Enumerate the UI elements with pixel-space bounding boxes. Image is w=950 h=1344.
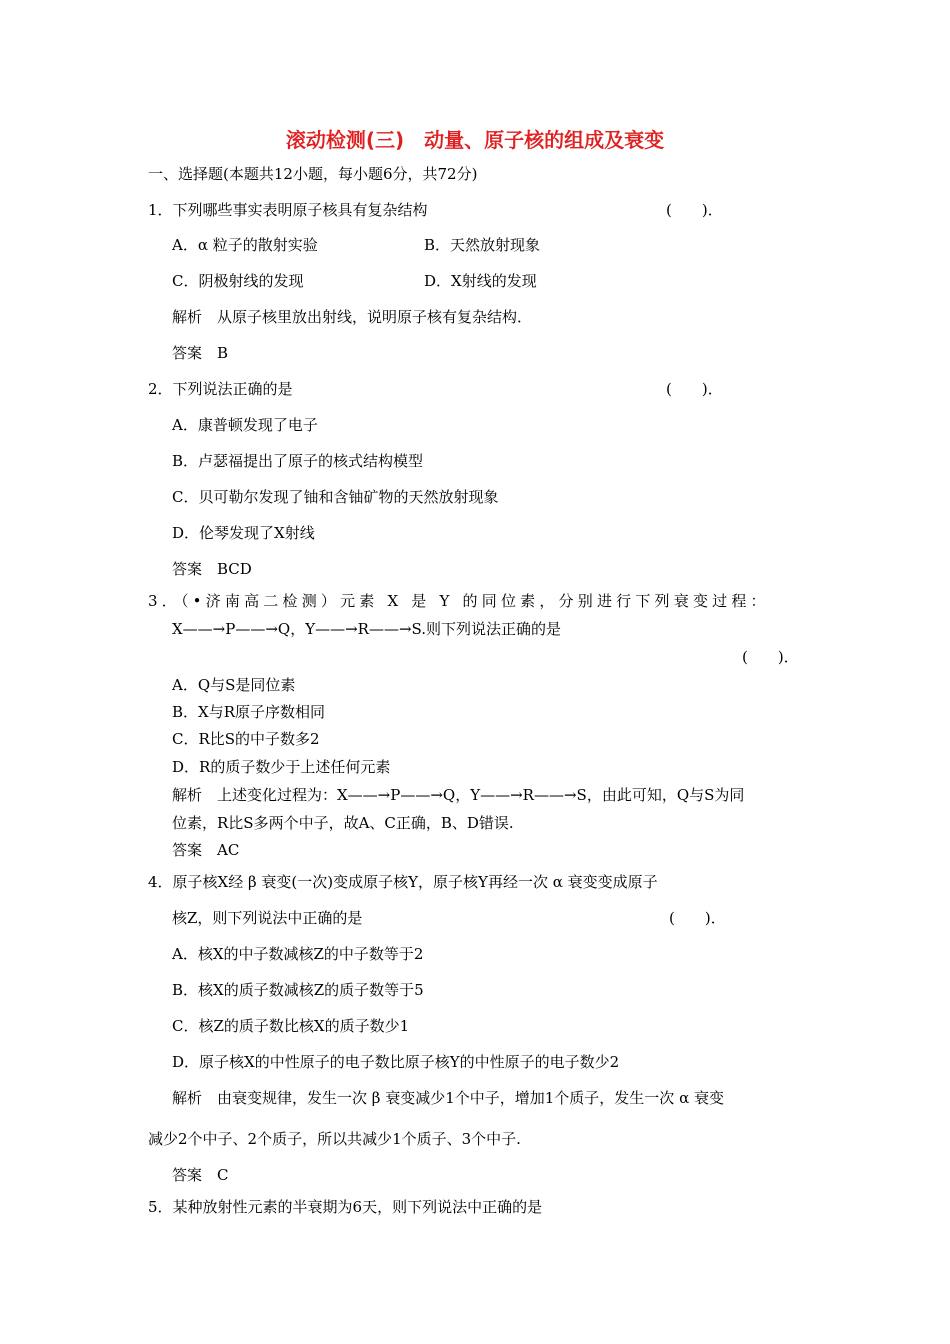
q4-option-d: D．原子核X的中性原子的电子数比原子核Y的中性原子的电子数少2 bbox=[172, 1053, 620, 1071]
question-5-stem: 5．某种放射性元素的半衰期为6天，则下列说法中正确的是 bbox=[148, 1198, 543, 1216]
question-2-stem: 2．下列说法正确的是 bbox=[148, 380, 293, 398]
q3-answer: 答案 AC bbox=[172, 841, 240, 859]
q3-analysis-cont: 位素，R比S多两个中子，故A、C正确，B、D错误. bbox=[172, 814, 514, 832]
q1-option-c: C．阴极射线的发现 bbox=[172, 272, 304, 290]
question-3-stem: 3．（•济南高二检测）元素 X 是 Y 的同位素，分别进行下列衰变过程： bbox=[148, 592, 770, 610]
q1-option-b: B．天然放射现象 bbox=[424, 236, 541, 254]
question-1-stem: 1．下列哪些事实表明原子核具有复杂结构 bbox=[148, 201, 428, 219]
q2-option-a: A．康普顿发现了电子 bbox=[172, 416, 318, 434]
page-title: 滚动检测(三) 动量、原子核的组成及衰变 bbox=[285, 128, 665, 152]
q1-option-d: D．X射线的发现 bbox=[424, 272, 537, 290]
question-3-stem-cont: X——→P——→Q，Y——→R——→S.则下列说法正确的是 bbox=[172, 620, 562, 638]
answer-blank: ( )． bbox=[666, 380, 723, 398]
q4-analysis: 解析 由衰变规律，发生一次 β 衰变减少1个中子，增加1个质子，发生一次 α 衰变 bbox=[172, 1089, 724, 1107]
q4-option-a: A．核X的中子数减核Z的中子数等于2 bbox=[172, 945, 424, 963]
q3-option-d: D．R的质子数少于上述任何元素 bbox=[172, 758, 391, 776]
q1-answer: 答案 B bbox=[172, 344, 229, 362]
answer-blank: ( )． bbox=[669, 909, 726, 927]
question-4-stem: 4．原子核X经 β 衰变(一次)变成原子核Y，原子核Y再经一次 α 衰变变成原子 bbox=[148, 873, 658, 891]
q2-option-d: D．伦琴发现了X射线 bbox=[172, 524, 315, 542]
answer-blank: ( )． bbox=[742, 648, 799, 666]
question-4-stem-cont: 核Z，则下列说法中正确的是 bbox=[172, 909, 363, 927]
answer-blank: ( )． bbox=[666, 201, 723, 219]
q2-option-b: B．卢瑟福提出了原子的核式结构模型 bbox=[172, 452, 424, 470]
q4-answer: 答案 C bbox=[172, 1166, 229, 1184]
q2-option-c: C．贝可勒尔发现了铀和含铀矿物的天然放射现象 bbox=[172, 488, 499, 506]
q1-option-a: A．α 粒子的散射实验 bbox=[172, 236, 318, 254]
q3-option-c: C．R比S的中子数多2 bbox=[172, 730, 320, 748]
q3-option-a: A．Q与S是同位素 bbox=[172, 676, 296, 694]
q4-option-c: C．核Z的质子数比核X的质子数少1 bbox=[172, 1017, 410, 1035]
q2-answer: 答案 BCD bbox=[172, 560, 252, 578]
q3-analysis: 解析 上述变化过程为：X——→P——→Q，Y——→R——→S，由此可知，Q与S为同 bbox=[172, 786, 745, 804]
q4-analysis-cont: 减少2个中子、2个质子，所以共减少1个质子、3个中子. bbox=[148, 1130, 521, 1148]
section-heading: 一、选择题(本题共12小题，每小题6分，共72分) bbox=[148, 165, 478, 183]
q1-analysis: 解析 从原子核里放出射线，说明原子核有复杂结构． bbox=[172, 308, 533, 326]
q4-option-b: B．核X的质子数减核Z的质子数等于5 bbox=[172, 981, 424, 999]
q3-option-b: B．X与R原子序数相同 bbox=[172, 703, 325, 721]
